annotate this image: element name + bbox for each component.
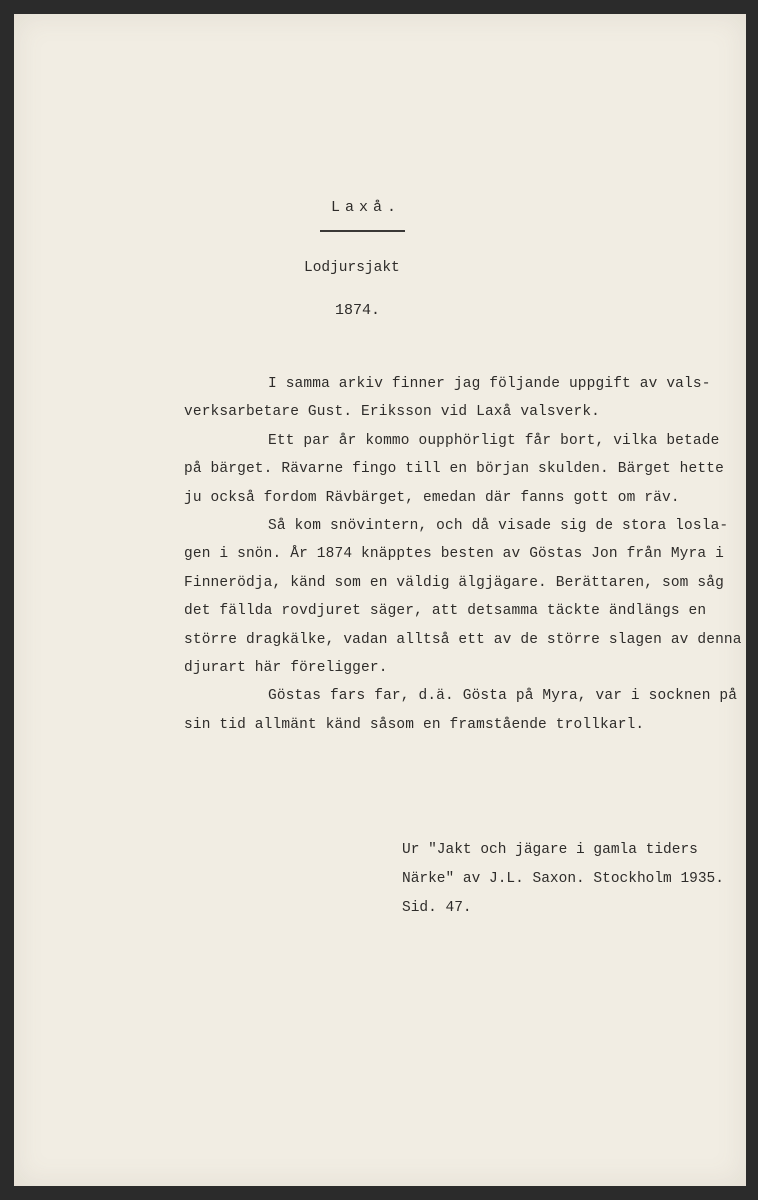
document-year: 1874.	[335, 302, 381, 319]
body-line: Göstas fars far, d.ä. Gösta på Myra, var i socknen på	[268, 688, 738, 705]
body-line: större dragkälke, vadan alltså ett av de större slagen av denna	[184, 631, 742, 648]
body-line: sin tid allmänt känd såsom en framstående trollkarl.	[184, 716, 645, 733]
body-line: gen i snön. År 1874 knäpptes besten av Göstas Jon från Myra i	[184, 546, 724, 563]
body-line: på bärget. Rävarne fingo till en början skulden. Bärget hette	[184, 461, 724, 478]
title-underline	[320, 230, 405, 232]
source-citation	[402, 836, 732, 923]
source-line: Närke" av J.L. Saxon. Stockholm 1935.	[402, 871, 724, 887]
document-subtitle: Lodjursjakt	[304, 260, 400, 276]
source-line: Ur "Jakt och jägare i gamla tiders	[402, 842, 698, 858]
body-line: I samma arkiv finner jag följande uppgift av vals-	[268, 376, 711, 392]
body-line: Så kom snövintern, och då visade sig de stora losla-	[268, 517, 729, 534]
body-line: djurart här föreligger.	[184, 659, 388, 676]
document-body	[184, 370, 742, 739]
body-line: ju också fordom Rävbärget, emedan där fanns gott om räv.	[184, 489, 680, 506]
document-title: Laxå.	[331, 199, 402, 216]
body-line: verksarbetare Gust. Eriksson vid Laxå valsverk.	[184, 404, 601, 421]
source-line: Sid. 47.	[402, 900, 472, 916]
body-line: Ett par år kommo oupphörligt får bort, vilka betade	[268, 432, 720, 449]
body-line: Finnerödja, känd som en väldig älgjägare. Berättaren, som såg	[184, 574, 724, 591]
body-line: det fällda rovdjuret säger, att detsamma täckte ändlängs en	[184, 603, 707, 620]
